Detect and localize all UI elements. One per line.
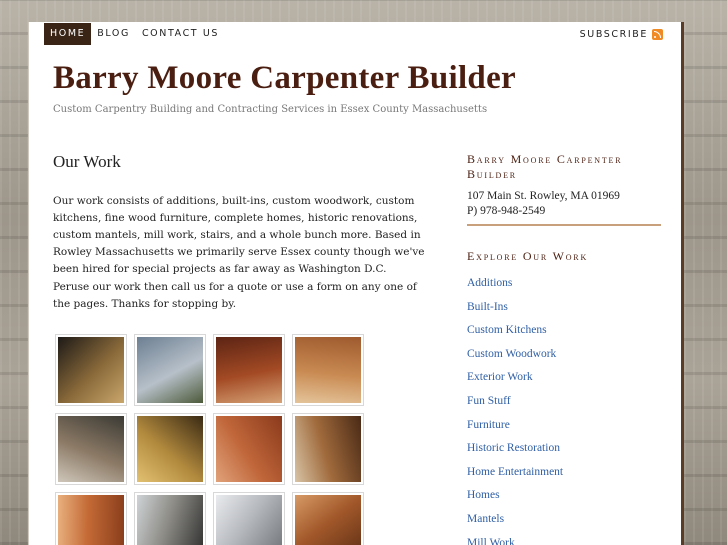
porch-photo[interactable] <box>134 492 206 545</box>
woodwork-photo[interactable] <box>292 492 364 545</box>
phone-line: P) 978-948-2549 <box>467 205 546 217</box>
bathroom-photo-image[interactable] <box>58 337 124 403</box>
subscribe-label[interactable]: SUBSCRIBE <box>579 28 648 40</box>
kitchen-range-photo-image[interactable] <box>295 416 361 482</box>
house-photo-image[interactable] <box>216 495 282 545</box>
sidebar-company-title: Barry Moore Carpenter Builder <box>467 152 623 181</box>
sidebar-link[interactable]: Home Entertainment <box>467 465 564 478</box>
sidebar-link[interactable]: Historic Restoration <box>467 442 560 455</box>
call-to-action-paragraph: Peruse our work then call us for a quote or use a form on any one of the pages. Thanks for stopping by. <box>53 281 417 310</box>
sidebar-address <box>467 189 661 219</box>
porch-photo-image[interactable] <box>137 495 203 545</box>
nav-contact-us[interactable]: CONTACT US <box>141 28 220 39</box>
address-line: 107 Main St. Rowley, MA 01969 <box>467 190 620 202</box>
cottage-photo-image[interactable] <box>137 337 203 403</box>
staircase-photo[interactable] <box>55 492 127 545</box>
top-navigation <box>44 23 225 45</box>
rss-icon[interactable] <box>652 29 663 40</box>
cottage-photo[interactable] <box>134 334 206 406</box>
sidebar-links <box>467 272 661 545</box>
sidebar-divider <box>467 224 661 226</box>
sidebar-link[interactable]: Custom Kitchens <box>467 324 547 337</box>
kitchen-range-photo[interactable] <box>292 413 364 485</box>
sidebar-link[interactable]: Mill Work <box>467 536 515 545</box>
door-photo[interactable] <box>213 413 285 485</box>
sidebar-link[interactable]: Homes <box>467 489 500 502</box>
bedroom-photo-image[interactable] <box>137 416 203 482</box>
sidebar-link[interactable]: Exterior Work <box>467 371 533 384</box>
kitchen-photo[interactable] <box>213 334 285 406</box>
site-tagline: Custom Carpentry Building and Contracting Services in Essex County Massachusetts <box>53 104 488 115</box>
page-container <box>28 22 684 545</box>
basement-photo-image[interactable] <box>58 416 124 482</box>
bathroom-photo[interactable] <box>55 334 127 406</box>
subscribe-link[interactable] <box>580 23 663 45</box>
intro-paragraph: Our work consists of additions, built-ins, custom woodwork, custom kitchens, fine wood furniture, complete homes, historic renovations, custom mantels, mill work, stairs, and a whole bunch more. Based in Rowley Massachusetts we primarily serve Essex county though we've been hired for special projects as far away as Washington D.C. <box>53 195 425 275</box>
sidebar-explore-title: Explore Our Work <box>467 249 589 263</box>
sidebar <box>467 152 661 545</box>
sidebar-link[interactable]: Additions <box>467 277 513 289</box>
sidebar-link[interactable]: Custom Woodwork <box>467 347 557 360</box>
nav-home[interactable]: HOME <box>44 23 91 45</box>
sidebar-link[interactable]: Fun Stuff <box>467 394 511 407</box>
sidebar-link[interactable]: Mantels <box>467 512 505 525</box>
house-photo[interactable] <box>213 492 285 545</box>
cabinet-photo-image[interactable] <box>295 337 361 403</box>
sidebar-link[interactable]: Furniture <box>467 418 510 431</box>
woodwork-photo-image[interactable] <box>295 495 361 545</box>
kitchen-photo-image[interactable] <box>216 337 282 403</box>
nav-blog[interactable]: BLOG <box>97 28 130 39</box>
site-title[interactable]: Barry Moore Carpenter Builder <box>53 60 516 96</box>
sidebar-link[interactable]: Built-Ins <box>467 300 508 313</box>
cabinet-photo[interactable] <box>292 334 364 406</box>
bedroom-photo[interactable] <box>134 413 206 485</box>
basement-photo[interactable] <box>55 413 127 485</box>
page-heading: Our Work <box>53 152 121 171</box>
staircase-photo-image[interactable] <box>58 495 124 545</box>
door-photo-image[interactable] <box>216 416 282 482</box>
